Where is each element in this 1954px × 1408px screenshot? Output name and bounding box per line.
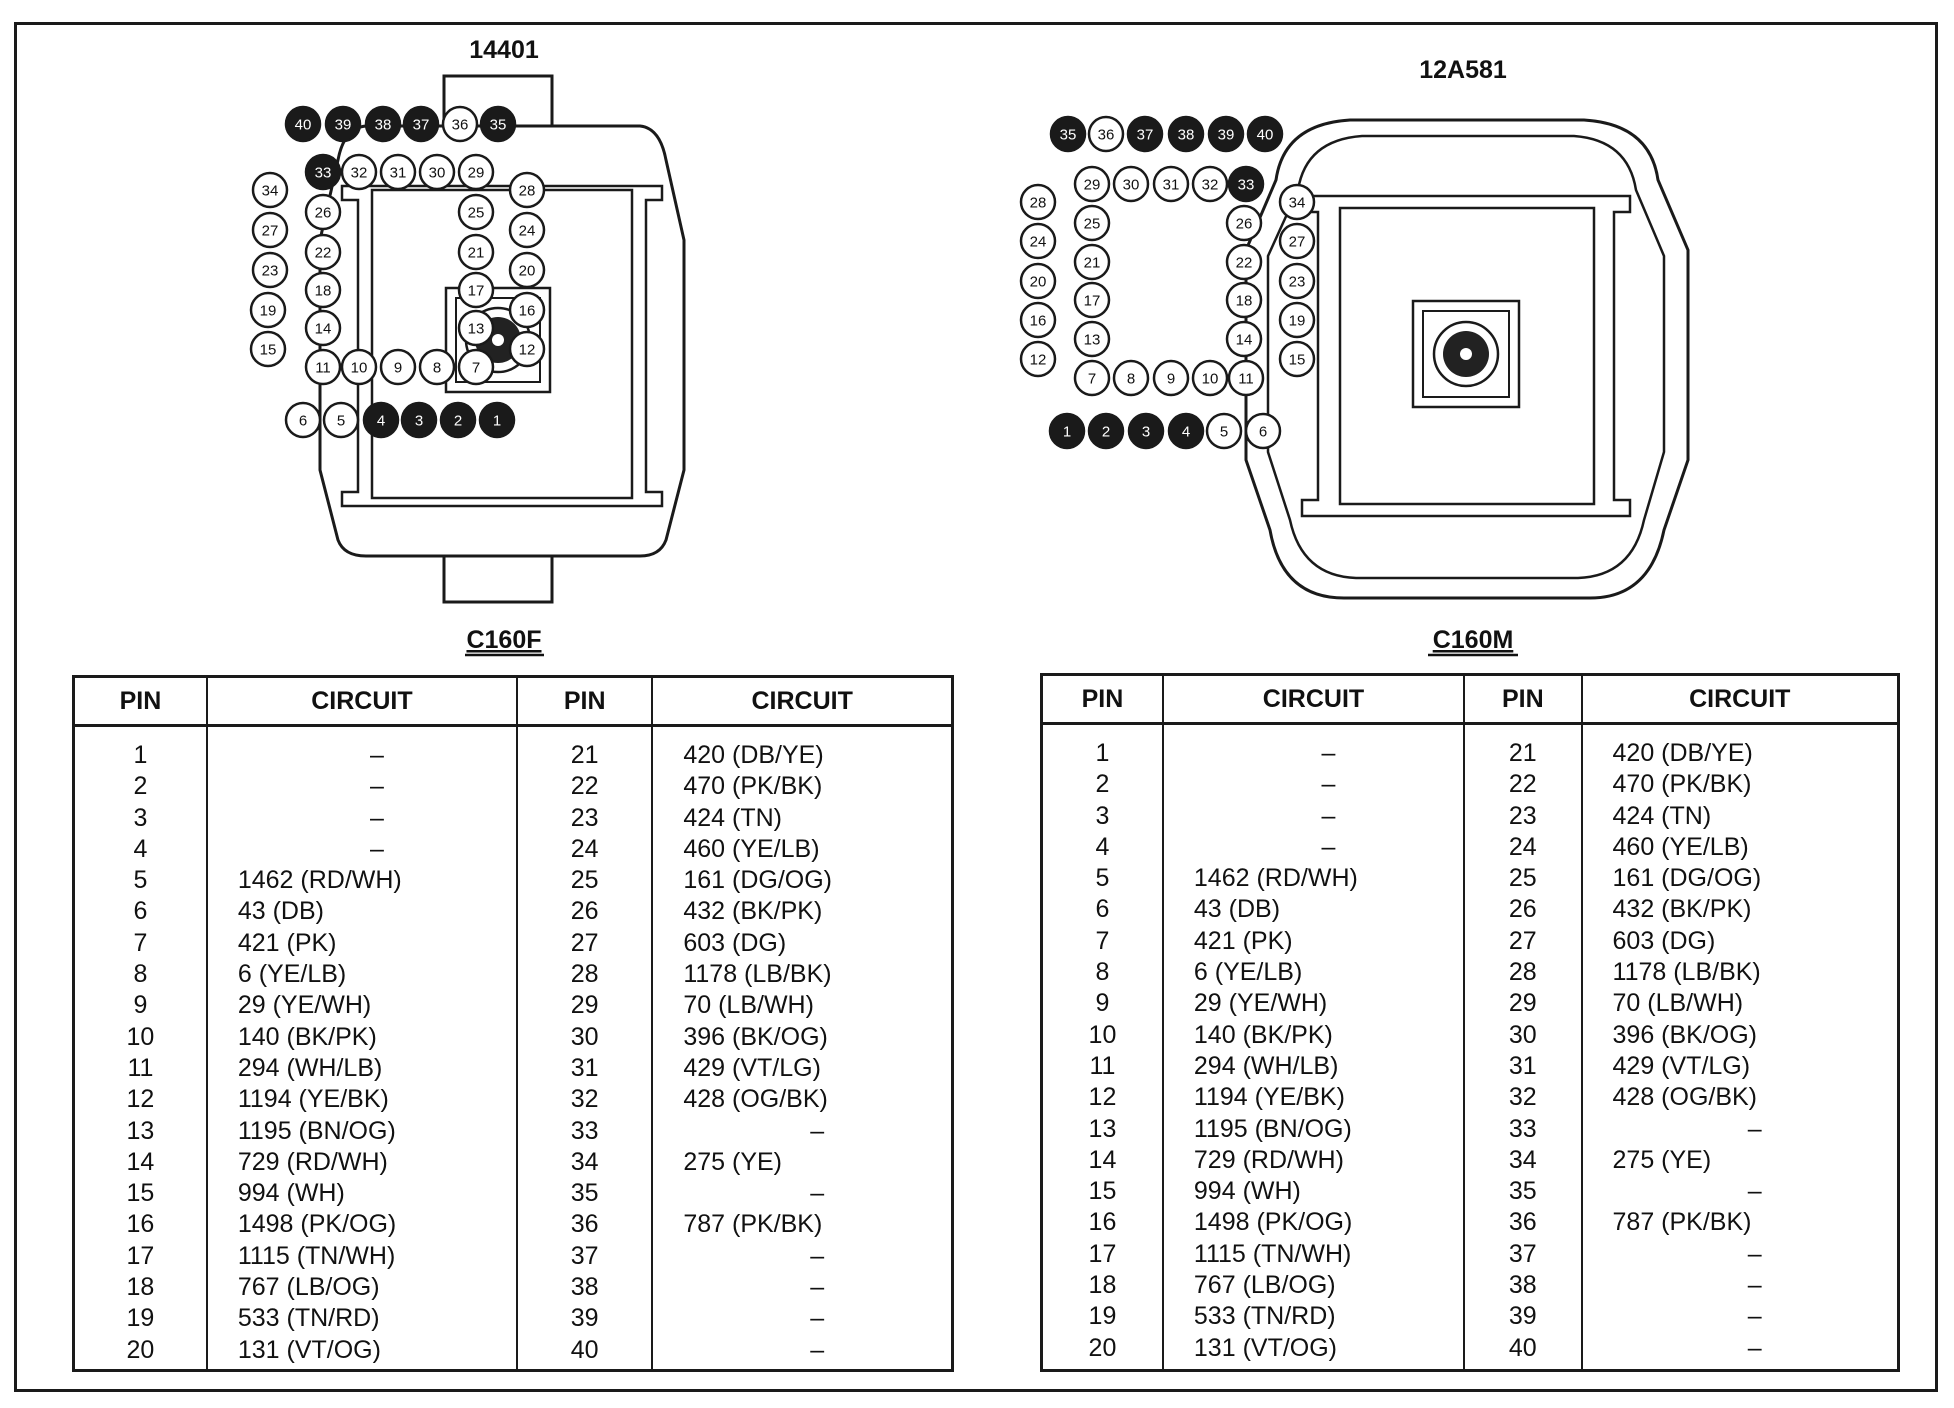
pin-21-label: 21	[467, 244, 485, 262]
pin-number-cell: 22	[570, 772, 599, 801]
pin-number-cell: 2	[133, 772, 148, 801]
pin-37-label: 37	[1136, 126, 1154, 144]
pin-number-cell: 29	[1508, 989, 1537, 1018]
bolt-center	[492, 334, 504, 346]
circuit-cell: –	[810, 1116, 825, 1145]
circuit-cell: 729 (RD/WH)	[1193, 1145, 1344, 1174]
pin-number-cell: 19	[126, 1304, 155, 1333]
pin-36-label: 36	[1097, 126, 1115, 144]
pin-number-cell: 22	[1508, 770, 1537, 799]
circuit-cell: 1115 (TN/WH)	[1193, 1239, 1352, 1268]
header-pin: PIN	[1042, 675, 1163, 724]
circuit-cell: 29 (YE/WH)	[1193, 989, 1328, 1018]
circuit-cell: 29 (YE/WH)	[237, 991, 372, 1020]
circuit-cell: 1194 (YE/BK)	[1193, 1083, 1345, 1112]
circuit-cell: 428 (OG/BK)	[683, 1085, 828, 1114]
pin-1-label: 1	[492, 412, 502, 430]
pin-number-cell: 9	[133, 991, 148, 1020]
pin-15-label: 15	[1288, 351, 1306, 369]
header-circuit: CIRCUIT	[652, 677, 952, 726]
circuit-cell: 428 (OG/BK)	[1612, 1083, 1758, 1112]
circuit-cell: 787 (PK/BK)	[1612, 1208, 1752, 1237]
pin-16-label: 16	[518, 302, 536, 320]
pin-number-cell: 27	[1508, 926, 1537, 955]
connector-name: C160F	[466, 626, 542, 654]
pin-20-label: 20	[1029, 273, 1047, 291]
pin-23-label: 23	[1288, 273, 1306, 291]
pin-27-label: 27	[1288, 233, 1306, 251]
pin-number-cell: 24	[570, 834, 599, 863]
pin-26-label: 26	[1235, 215, 1253, 233]
pin-14-label: 14	[314, 320, 332, 338]
pin-37-label: 37	[412, 116, 430, 134]
pin-number-cell: 11	[1089, 1051, 1116, 1080]
pin-number-cell: 18	[1088, 1271, 1117, 1300]
circuit-cell: –	[810, 1304, 825, 1333]
circuit-cell: 275 (YE)	[1612, 1145, 1712, 1174]
pin-29-label: 29	[467, 164, 485, 182]
pin-28-label: 28	[1029, 194, 1047, 212]
pin-29-label: 29	[1083, 176, 1101, 194]
pin-number-cell: 20	[126, 1335, 155, 1364]
circuit-cell: 533 (TN/RD)	[1193, 1302, 1336, 1331]
pin-number-cell: 32	[570, 1085, 599, 1114]
circuit-cell: –	[369, 741, 384, 769]
circuit-cell: 396 (BK/OG)	[1612, 1020, 1758, 1049]
circuit-cell: 6 (YE/LB)	[1193, 958, 1303, 987]
pin-number-cell: 35	[1508, 1177, 1537, 1206]
pin-23-label: 23	[261, 262, 279, 280]
circuit-cell: 421 (PK)	[237, 928, 337, 957]
pin-number-cell: 21	[570, 741, 599, 769]
circuit-cell: 70 (LB/WH)	[1612, 989, 1744, 1018]
pin-number-cell: 39	[1508, 1302, 1537, 1331]
pin-35-label: 35	[489, 116, 507, 134]
pin-2-label: 2	[453, 412, 463, 430]
circuit-cell: 140 (BK/PK)	[1193, 1020, 1333, 1049]
pin-32-label: 32	[1201, 176, 1219, 194]
circuit-cell: –	[1747, 1114, 1762, 1143]
circuit-cell: 460 (YE/LB)	[1612, 832, 1749, 861]
circuit-cell: 603 (DG)	[1612, 926, 1716, 955]
pin-38-label: 38	[1177, 126, 1195, 144]
circuit-cell: –	[369, 772, 384, 801]
circuit-cell: 1462 (RD/WH)	[237, 866, 402, 895]
circuit-cell: 432 (BK/PK)	[683, 897, 823, 926]
pin-table-c160f	[72, 675, 954, 1372]
pin-table-c160m	[1040, 673, 1900, 1372]
pin-18-label: 18	[314, 282, 332, 300]
pin-number-cell: 9	[1095, 989, 1110, 1018]
pin-number-cell: 4	[133, 834, 148, 863]
pin-13-label: 13	[1083, 331, 1101, 349]
pin-number-cell: 6	[1095, 895, 1110, 924]
pin-7-label: 7	[1087, 370, 1097, 388]
pin-40-label: 40	[1256, 126, 1274, 144]
pin-12-label: 12	[518, 341, 536, 359]
pin-27-label: 27	[261, 222, 279, 240]
pin-number-cell: 32	[1508, 1083, 1537, 1112]
latch-bottom	[444, 552, 552, 602]
pin-34-label: 34	[261, 182, 279, 200]
pin-number-cell: 28	[1508, 958, 1537, 987]
table-header-row	[1042, 675, 1899, 724]
pin-number-cell: 34	[570, 1147, 599, 1176]
circuit-cell: 6 (YE/LB)	[237, 960, 347, 989]
circuit-cell: 131 (VT/OG)	[1193, 1333, 1337, 1362]
table-body-row	[1042, 724, 1899, 1371]
circuit-cell: –	[1747, 1271, 1762, 1300]
pin-number-cell: 31	[1508, 1051, 1537, 1080]
circuit-cell: 994 (WH)	[1193, 1177, 1301, 1206]
pin-number-cell: 30	[1508, 1020, 1537, 1049]
pin-number-cell: 23	[570, 803, 599, 832]
pin-number-cell: 13	[126, 1116, 155, 1145]
pin-number-cell: 20	[1088, 1333, 1117, 1362]
pin-number-cell: 16	[1088, 1208, 1117, 1237]
circuit-cell: 43 (DB)	[1193, 895, 1281, 924]
circuit-cell: 161 (DG/OG)	[683, 866, 832, 895]
connector-c160m	[1021, 56, 1688, 655]
pin-number-cell: 8	[133, 960, 148, 989]
circuit-cell: 43 (DB)	[237, 897, 324, 926]
circuit-column	[652, 726, 952, 1371]
circuit-cell: 1498 (PK/OG)	[237, 1210, 397, 1239]
pin-31-label: 31	[389, 164, 407, 182]
circuit-cell: –	[369, 834, 384, 863]
pin-number-cell: 11	[127, 1053, 154, 1082]
pin-number-cell: 12	[1088, 1083, 1117, 1112]
circuit-cell: 424 (TN)	[683, 803, 782, 832]
circuit-cell: 729 (RD/WH)	[237, 1147, 388, 1176]
pin-number-cell: 36	[1508, 1208, 1537, 1237]
pin-number-cell: 38	[570, 1273, 599, 1302]
circuit-cell: 460 (YE/LB)	[683, 834, 820, 863]
pin-25-label: 25	[1083, 215, 1101, 233]
circuit-cell: –	[1747, 1239, 1762, 1268]
part-number-label: 12A581	[1419, 56, 1507, 84]
pin-6-label: 6	[1258, 423, 1268, 441]
pin-3-label: 3	[414, 412, 424, 430]
pin-9-label: 9	[393, 359, 403, 377]
pin-14-label: 14	[1235, 331, 1253, 349]
connector-name: C160M	[1432, 626, 1514, 654]
pin-number-cell: 36	[570, 1210, 599, 1239]
pin-number-cell: 12	[126, 1085, 155, 1114]
pin-number-cell: 25	[1508, 864, 1537, 893]
circuit-cell: 140 (BK/PK)	[237, 1022, 377, 1051]
pin-number-cell: 14	[1088, 1145, 1117, 1174]
pin-number-cell: 8	[1095, 958, 1110, 987]
pin-number-cell: 17	[126, 1241, 155, 1270]
table-header-row	[74, 677, 953, 726]
circuit-cell: –	[810, 1241, 825, 1270]
header-circuit: CIRCUIT	[207, 677, 517, 726]
circuit-cell: –	[1321, 739, 1336, 767]
pin-39-label: 39	[1217, 126, 1235, 144]
pin-19-label: 19	[1288, 312, 1306, 330]
pin-number-cell: 28	[570, 960, 599, 989]
pin-number-cell: 5	[133, 866, 148, 895]
pin-number-cell: 31	[570, 1053, 599, 1082]
circuit-column	[1163, 724, 1464, 1371]
bolt-center	[1460, 348, 1472, 360]
pin-39-label: 39	[334, 116, 352, 134]
pin-11-label: 11	[1238, 370, 1254, 388]
pin-10-label: 10	[350, 359, 368, 377]
pin-number-cell: 25	[570, 866, 599, 895]
circuit-cell: 470 (PK/BK)	[683, 772, 823, 801]
circuit-cell: 275 (YE)	[683, 1147, 783, 1176]
pin-number-cell: 3	[1095, 801, 1110, 830]
pin-number-cell: 14	[126, 1147, 155, 1176]
pin-number-cell: 2	[1095, 770, 1110, 799]
circuit-column	[207, 726, 517, 1371]
circuit-cell: 470 (PK/BK)	[1612, 770, 1752, 799]
pin-6-label: 6	[298, 412, 308, 430]
pin-11-label: 11	[315, 359, 331, 377]
pin-40-label: 40	[294, 116, 312, 134]
pin-24-label: 24	[1029, 233, 1047, 251]
connector-c160f	[251, 36, 684, 655]
circuit-cell: 161 (DG/OG)	[1612, 864, 1762, 893]
pin-5-label: 5	[1219, 423, 1229, 441]
circuit-cell: 787 (PK/BK)	[683, 1210, 823, 1239]
pin-number-cell: 39	[570, 1304, 599, 1333]
circuit-cell: 1462 (RD/WH)	[1193, 864, 1358, 893]
pin-number-cell: 37	[1508, 1239, 1537, 1268]
circuit-cell: 1195 (BN/OG)	[237, 1116, 396, 1145]
pin-number-cell: 34	[1508, 1145, 1537, 1174]
pin-22-label: 22	[314, 244, 332, 262]
pin-number-cell: 38	[1508, 1271, 1537, 1300]
circuit-cell: 424 (TN)	[1612, 801, 1712, 830]
pin-10-label: 10	[1201, 370, 1219, 388]
pin-1-label: 1	[1062, 423, 1072, 441]
pin-number-cell: 26	[1508, 895, 1537, 924]
pin-number-cell: 26	[570, 897, 599, 926]
pin-number-cell: 6	[133, 897, 148, 926]
pin-38-label: 38	[374, 116, 392, 134]
pin-number-cell: 37	[570, 1241, 599, 1270]
pin-number-cell: 40	[570, 1335, 599, 1364]
circuit-cell: –	[369, 803, 384, 832]
circuit-cell: –	[810, 1179, 825, 1208]
circuit-cell: –	[1747, 1333, 1762, 1362]
circuit-cell: –	[1321, 801, 1336, 830]
header-circuit: CIRCUIT	[1163, 675, 1464, 724]
pin-33-label: 33	[1237, 176, 1255, 194]
pin-17-label: 17	[1083, 292, 1101, 310]
circuit-cell: 1178 (LB/BK)	[1612, 958, 1761, 987]
circuit-cell: 1194 (YE/BK)	[237, 1085, 389, 1114]
header-pin: PIN	[1464, 675, 1581, 724]
pin-number-cell: 7	[1095, 926, 1110, 955]
pin-8-label: 8	[432, 359, 442, 377]
pin-2-label: 2	[1101, 423, 1111, 441]
pin-column	[1042, 724, 1163, 1371]
pin-number-cell: 10	[1088, 1020, 1117, 1049]
circuit-cell: –	[1747, 1177, 1762, 1206]
circuit-cell: 994 (WH)	[237, 1179, 345, 1208]
circuit-cell: 421 (PK)	[1193, 926, 1293, 955]
circuit-column	[1582, 724, 1899, 1371]
circuit-cell: 1195 (BN/OG)	[1193, 1114, 1352, 1143]
circuit-cell: 70 (LB/WH)	[683, 991, 814, 1020]
pin-24-label: 24	[518, 222, 536, 240]
circuit-cell: 767 (LB/OG)	[237, 1273, 380, 1302]
pin-number-cell: 15	[126, 1179, 155, 1208]
circuit-cell: 420 (DB/YE)	[1612, 739, 1753, 767]
pin-number-cell: 23	[1508, 801, 1537, 830]
pin-5-label: 5	[336, 412, 346, 430]
pin-number-cell: 19	[1088, 1302, 1117, 1331]
circuit-cell: –	[810, 1273, 825, 1302]
pin-7-label: 7	[471, 359, 481, 377]
circuit-cell: 396 (BK/OG)	[683, 1022, 828, 1051]
circuit-cell: 533 (TN/RD)	[237, 1304, 380, 1333]
pin-column	[1464, 724, 1581, 1371]
pin-number-cell: 27	[570, 928, 599, 957]
pin-15-label: 15	[259, 341, 277, 359]
pin-number-cell: 1	[1095, 739, 1110, 767]
circuit-cell: 420 (DB/YE)	[683, 741, 824, 769]
pin-number-cell: 13	[1088, 1114, 1117, 1143]
pin-34-label: 34	[1288, 194, 1306, 212]
pin-35-label: 35	[1059, 126, 1077, 144]
pin-number-cell: 1	[133, 741, 148, 769]
circuit-cell: –	[1747, 1302, 1762, 1331]
pin-number-cell: 21	[1508, 739, 1537, 767]
circuit-cell: 1498 (PK/OG)	[1193, 1208, 1353, 1237]
pin-number-cell: 17	[1088, 1239, 1117, 1268]
table-body-row	[74, 726, 953, 1371]
pin-36-label: 36	[451, 116, 469, 134]
pin-number-cell: 3	[133, 803, 148, 832]
pin-4-label: 4	[376, 412, 386, 430]
pin-19-label: 19	[259, 302, 277, 320]
header-pin: PIN	[517, 677, 652, 726]
header-pin: PIN	[74, 677, 207, 726]
pin-column	[517, 726, 652, 1371]
circuit-cell: 1178 (LB/BK)	[683, 960, 832, 989]
pin-number-cell: 15	[1088, 1177, 1117, 1206]
pin-number-cell: 33	[1508, 1114, 1537, 1143]
pin-column	[74, 726, 207, 1371]
pin-16-label: 16	[1029, 312, 1047, 330]
pin-3-label: 3	[1141, 423, 1151, 441]
pin-8-label: 8	[1126, 370, 1136, 388]
circuit-cell: 294 (WH/LB)	[1193, 1051, 1339, 1080]
pin-20-label: 20	[518, 262, 536, 280]
pin-number-cell: 24	[1508, 832, 1537, 861]
pin-4-label: 4	[1181, 423, 1191, 441]
pin-number-cell: 5	[1095, 864, 1110, 893]
pin-26-label: 26	[314, 204, 332, 222]
circuit-cell: 432 (BK/PK)	[1612, 895, 1752, 924]
pin-number-cell: 4	[1095, 832, 1110, 861]
pin-18-label: 18	[1235, 292, 1253, 310]
pin-number-cell: 7	[133, 928, 148, 957]
pin-32-label: 32	[350, 164, 368, 182]
pin-33-label: 33	[314, 164, 332, 182]
pin-number-cell: 33	[570, 1116, 599, 1145]
circuit-cell: –	[1321, 770, 1336, 799]
pin-number-cell: 16	[126, 1210, 155, 1239]
pin-30-label: 30	[428, 164, 446, 182]
pin-number-cell: 35	[570, 1179, 599, 1208]
circuit-cell: 1115 (TN/WH)	[237, 1241, 396, 1270]
circuit-cell: 429 (VT/LG)	[1612, 1051, 1751, 1080]
pin-25-label: 25	[467, 204, 485, 222]
pin-31-label: 31	[1162, 176, 1180, 194]
pin-30-label: 30	[1122, 176, 1140, 194]
pin-12-label: 12	[1029, 351, 1047, 369]
circuit-cell: 131 (VT/OG)	[237, 1335, 381, 1364]
part-number-label: 14401	[469, 36, 539, 64]
pin-22-label: 22	[1235, 254, 1253, 272]
pin-17-label: 17	[467, 282, 485, 300]
header-circuit: CIRCUIT	[1582, 675, 1899, 724]
circuit-cell: 429 (VT/LG)	[683, 1053, 821, 1082]
pin-number-cell: 29	[570, 991, 599, 1020]
circuit-cell: 294 (WH/LB)	[237, 1053, 383, 1082]
circuit-cell: –	[1321, 832, 1336, 861]
pin-21-label: 21	[1083, 254, 1101, 272]
pin-28-label: 28	[518, 182, 536, 200]
pin-number-cell: 40	[1508, 1333, 1537, 1362]
pin-number-cell: 30	[570, 1022, 599, 1051]
pin-number-cell: 18	[126, 1273, 155, 1302]
pin-13-label: 13	[467, 320, 485, 338]
pin-9-label: 9	[1166, 370, 1176, 388]
pin-number-cell: 10	[126, 1022, 155, 1051]
circuit-cell: –	[810, 1335, 825, 1364]
circuit-cell: 767 (LB/OG)	[1193, 1271, 1336, 1300]
circuit-cell: 603 (DG)	[683, 928, 787, 957]
